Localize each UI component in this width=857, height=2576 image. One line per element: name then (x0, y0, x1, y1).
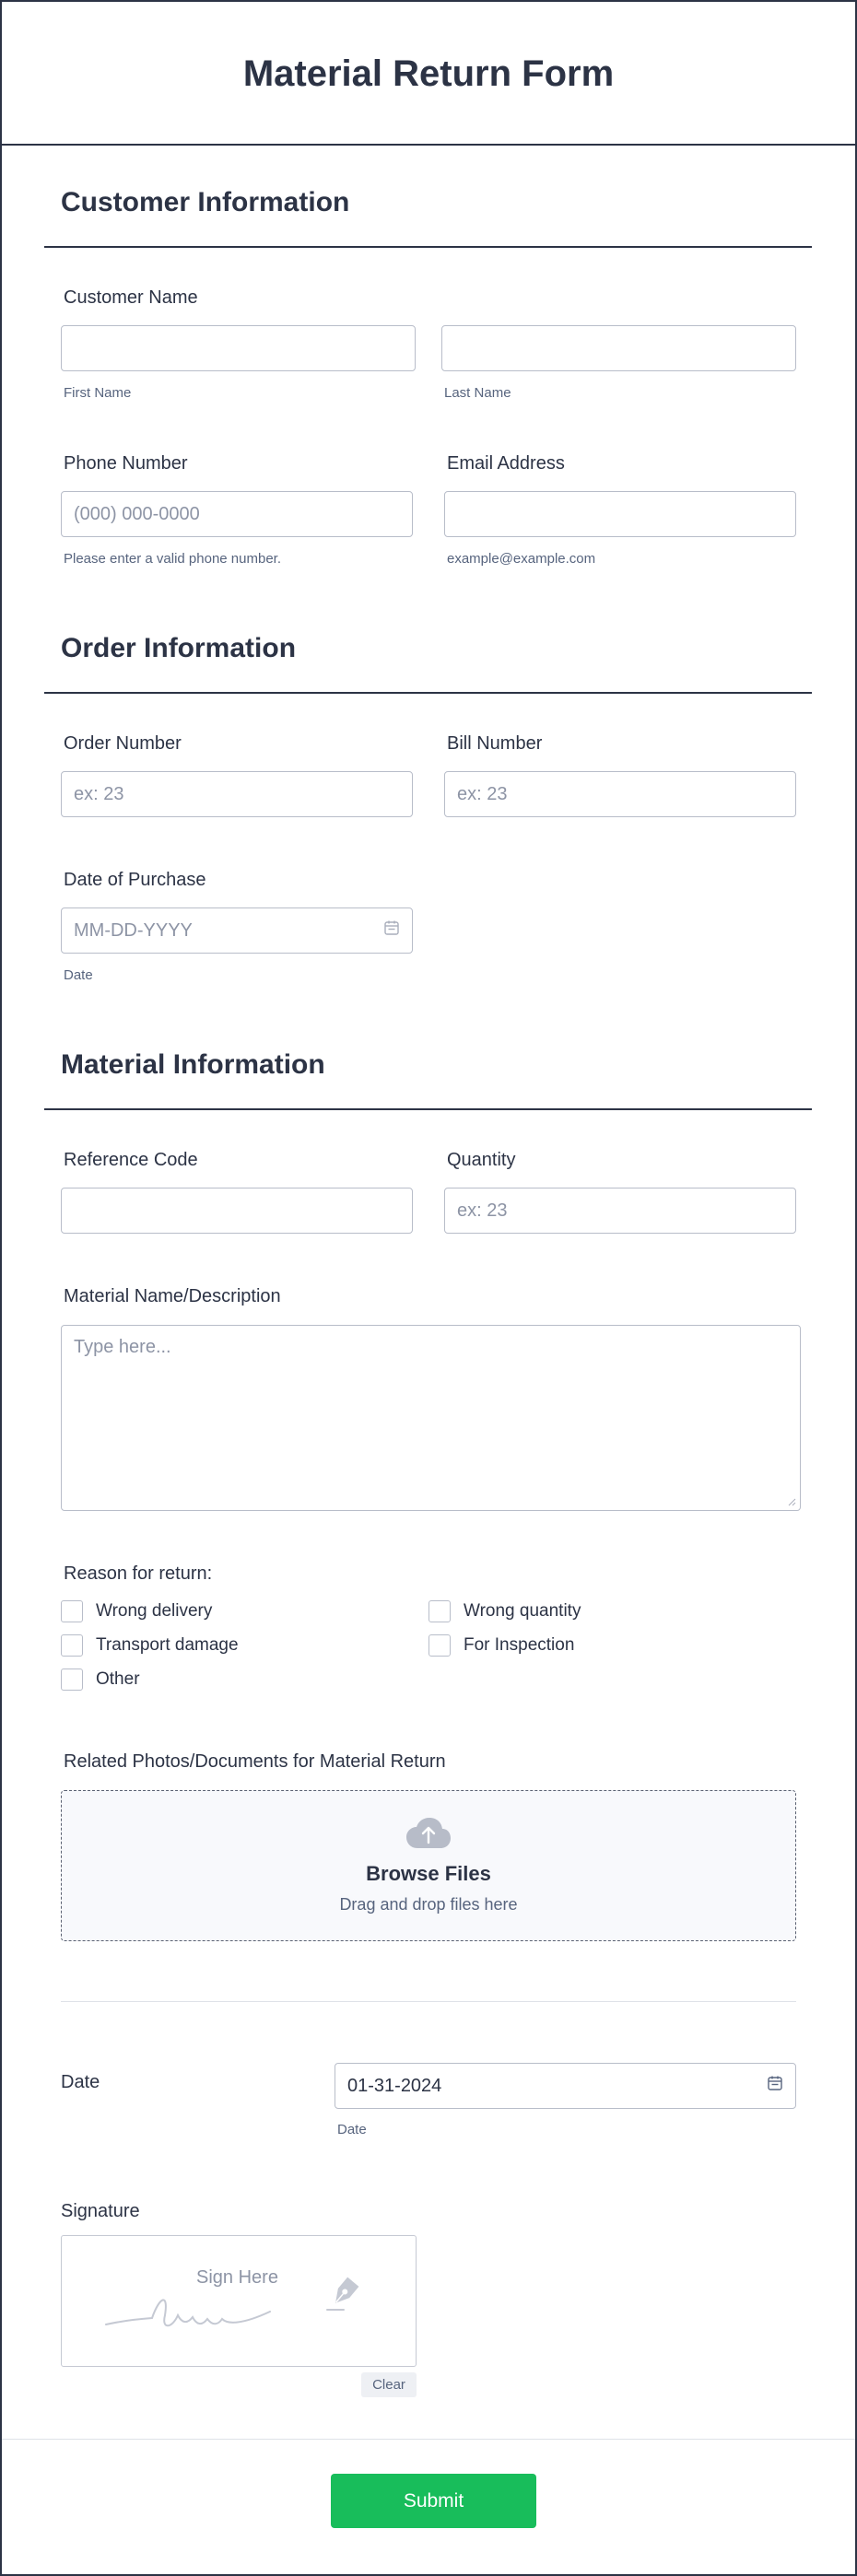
bill-number-label: Bill Number (447, 733, 543, 754)
purchase-date-placeholder: MM-DD-YYYY (74, 919, 193, 941)
section-title-material: Material Information (61, 1049, 325, 1080)
date-label: Date (61, 2072, 100, 2092)
phone-input[interactable] (61, 491, 413, 537)
reason-option-label: Other (96, 1669, 140, 1689)
reason-option-label: Wrong delivery (96, 1601, 213, 1621)
quantity-input[interactable] (444, 1188, 796, 1234)
reason-option-for-inspection[interactable] (428, 1634, 574, 1657)
order-number-input[interactable] (61, 771, 413, 817)
last-name-sublabel: Last Name (444, 385, 511, 401)
divider (61, 2001, 796, 2002)
calendar-icon[interactable] (767, 2075, 783, 2097)
section-title-customer: Customer Information (61, 187, 350, 217)
section-title-order: Order Information (61, 633, 297, 663)
checkbox[interactable] (61, 1669, 83, 1691)
description-textarea[interactable] (61, 1325, 801, 1511)
purchase-date-sublabel: Date (64, 967, 93, 983)
description-placeholder: Type here... (74, 1337, 171, 1357)
email-sublabel: example@example.com (447, 551, 596, 567)
email-label: Email Address (447, 453, 565, 474)
reason-label: Reason for return: (64, 1563, 213, 1584)
checkbox[interactable] (428, 1634, 451, 1657)
bill-number-input[interactable] (444, 771, 796, 817)
first-name-input[interactable] (61, 325, 416, 371)
checkbox[interactable] (61, 1600, 83, 1622)
purchase-date-input[interactable] (61, 907, 413, 954)
section-divider (44, 246, 812, 248)
browse-files-button[interactable]: Browse Files (366, 1862, 491, 1885)
last-name-input[interactable] (441, 325, 796, 371)
quantity-label: Quantity (447, 1150, 516, 1170)
email-input[interactable] (444, 491, 796, 537)
order-number-placeholder: ex: 23 (74, 783, 124, 804)
checkbox[interactable] (428, 1600, 451, 1622)
date-input[interactable] (335, 2063, 796, 2109)
purchase-date-label: Date of Purchase (64, 870, 206, 890)
reference-code-input[interactable] (61, 1188, 413, 1234)
section-divider (44, 1108, 812, 1110)
clear-signature-button[interactable]: Clear (361, 2372, 417, 2397)
resize-grip-icon[interactable] (787, 1497, 796, 1506)
first-name-sublabel: First Name (64, 385, 132, 401)
reason-option-label: Transport damage (96, 1635, 239, 1655)
reason-option-label: Wrong quantity (464, 1601, 581, 1621)
reason-option-other[interactable] (61, 1669, 140, 1691)
date-value: 01-31-2024 (347, 2075, 442, 2096)
phone-sublabel: Please enter a valid phone number. (64, 551, 281, 567)
bill-number-placeholder: ex: 23 (457, 783, 508, 804)
reason-option-wrong-delivery[interactable] (61, 1600, 212, 1622)
calendar-icon[interactable] (383, 919, 400, 942)
checkbox[interactable] (61, 1634, 83, 1657)
reference-code-label: Reference Code (64, 1150, 198, 1170)
quantity-placeholder: ex: 23 (457, 1200, 508, 1221)
phone-label: Phone Number (64, 453, 188, 474)
customer-name-label: Customer Name (64, 287, 198, 308)
signature-scribble-icon (104, 2288, 288, 2334)
signature-pad[interactable] (61, 2235, 417, 2367)
upload-label: Related Photos/Documents for Material Return (64, 1751, 446, 1772)
section-divider (44, 692, 812, 694)
signature-placeholder: Sign Here (196, 2267, 278, 2288)
order-number-label: Order Number (64, 733, 182, 754)
date-sublabel: Date (337, 2122, 367, 2137)
reason-option-wrong-quantity[interactable] (428, 1600, 581, 1622)
file-upload-dropzone[interactable] (61, 1790, 796, 1941)
reason-option-transport-damage[interactable] (61, 1634, 239, 1657)
signature-label: Signature (61, 2201, 140, 2221)
phone-placeholder: (000) 000-0000 (74, 503, 200, 524)
form-title: Material Return Form (242, 53, 615, 94)
form-header (2, 2, 855, 146)
reason-option-label: For Inspection (464, 1635, 575, 1655)
upload-hint: Drag and drop files here (339, 1895, 518, 1914)
description-label: Material Name/Description (64, 1286, 281, 1306)
pen-nib-icon (323, 2275, 364, 2316)
submit-button[interactable]: Submit (331, 2474, 536, 2528)
footer-divider (2, 2439, 855, 2440)
cloud-upload-icon (405, 1817, 452, 1855)
